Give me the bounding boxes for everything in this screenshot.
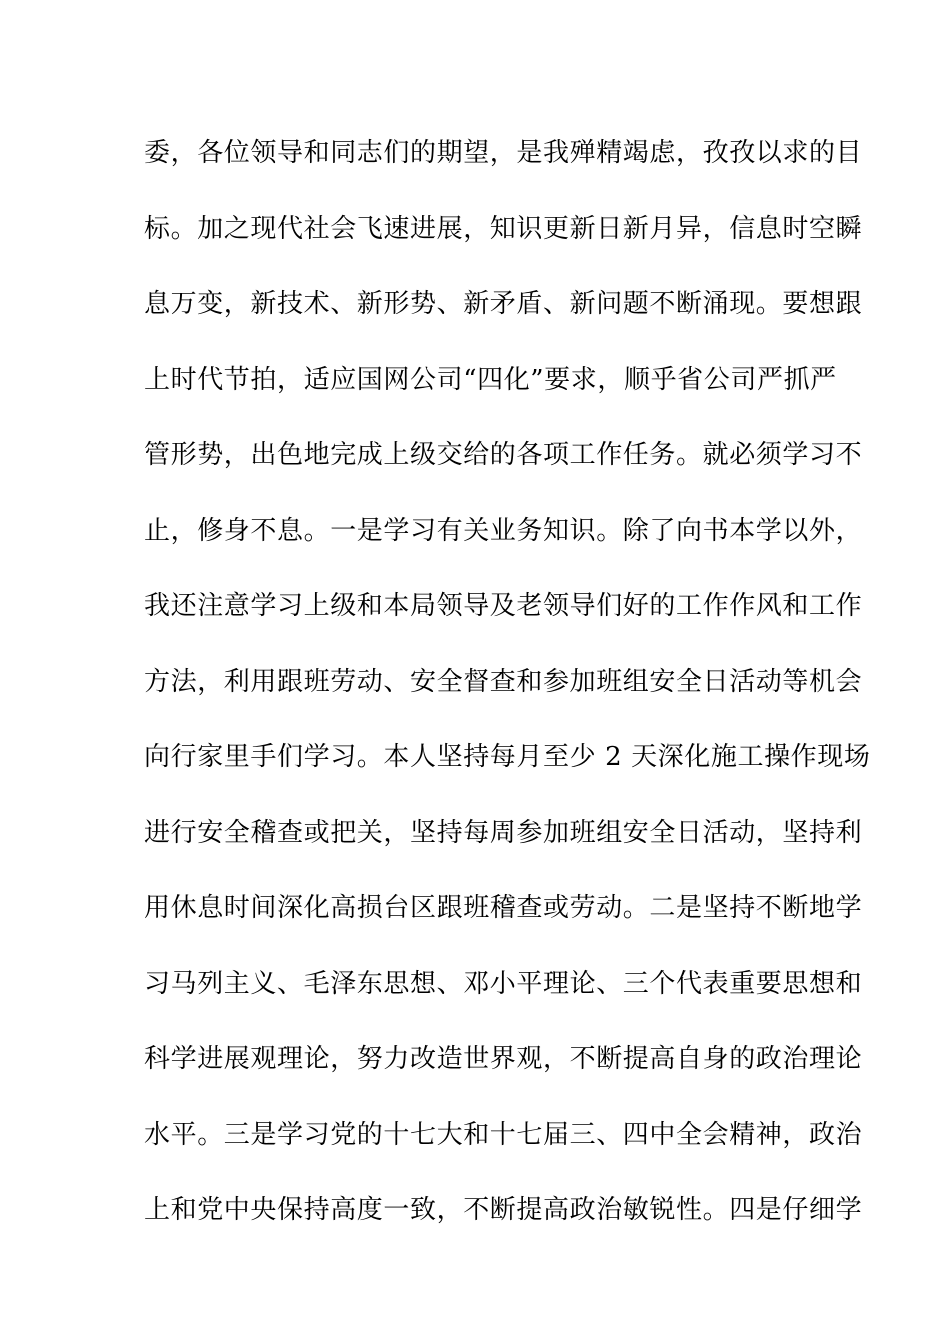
text-line: 我还注意学习上级和本局领导及老领导们好的工作作风和工作 [144,591,863,621]
text-line: 方法，利用跟班劳动、安全督查和参加班组安全日活动等机会 [144,666,863,697]
text-line: 用休息时间深化高损台区跟班稽查或劳动。二是坚持不断地学 [144,893,863,923]
text-line: 习马列主义、毛泽东思想、邓小平理论、三个代表重要思想和 [144,968,863,999]
text-line: 止，修身不息。一是学习有关业务知识。除了向书本学以外， [144,515,863,546]
text-line: 上和党中央保持高度一致，不断提高政治敏锐性。四是仔细学 [144,1195,863,1225]
text-line: 标。加之现代社会飞速进展，知识更新日新月异，信息时空瞬 [144,213,863,244]
text-line: 进行安全稽查或把关，坚持每周参加班组安全日活动，坚持利 [144,817,863,848]
text-line: 科学进展观理论，努力改造世界观，不断提高自身的政治理论 [144,1044,863,1074]
text-line: 委，各位领导和同志们的期望，是我殚精竭虑，孜孜以求的目 [144,138,863,168]
text-line: 息万变，新技术、新形势、新矛盾、新问题不断涌现。要想跟 [144,289,863,319]
text-line: 水平。三是学习党的十七大和十七届三、四中全会精神，政治 [144,1119,863,1150]
body-text [144,132,871,1265]
text-line: 管形势，出色地完成上级交给的各项工作任务。就必须学习不 [144,440,863,470]
text-line: 向行家里手们学习。本人坚持每月至少 2 天深化施工操作现场 [144,742,871,772]
text-line: 上时代节拍，适应国网公司“四化”要求，顺乎省公司严抓严 [144,364,837,395]
